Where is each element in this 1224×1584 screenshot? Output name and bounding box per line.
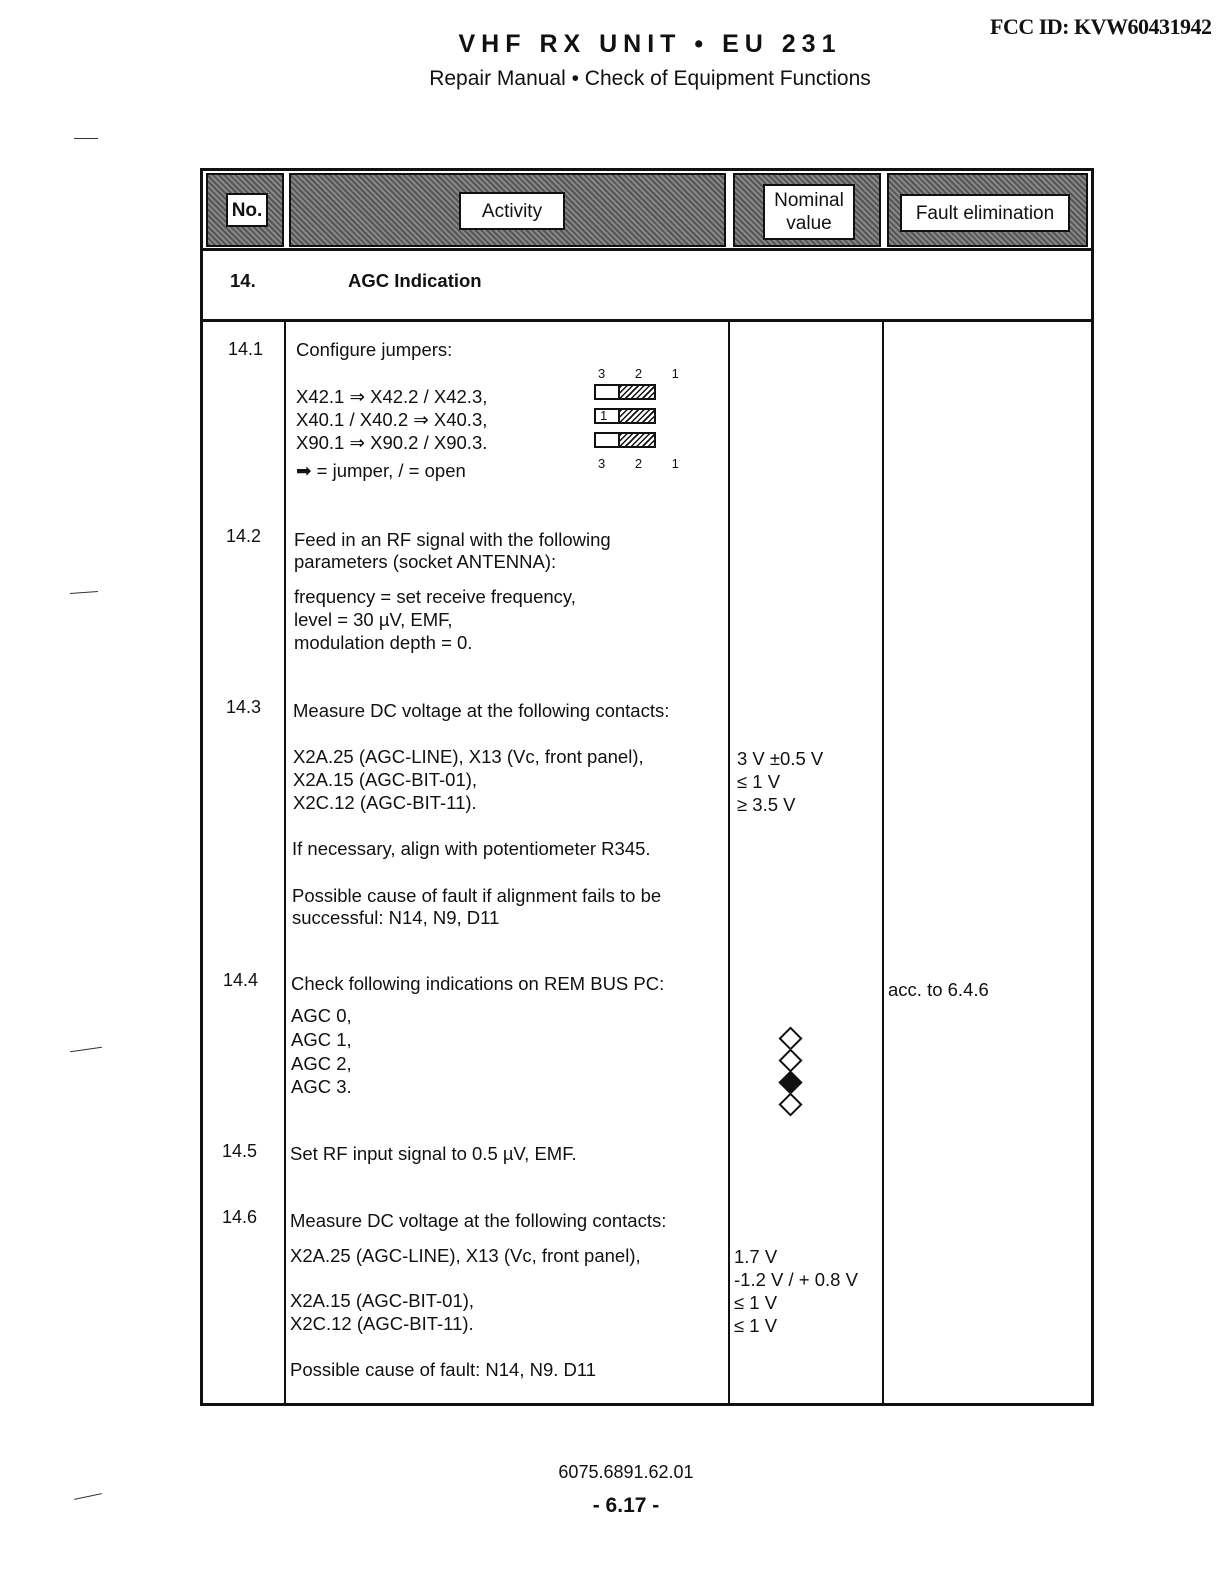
activity-line: X2A.25 (AGC-LINE), X13 (Vc, front panel),: [293, 746, 644, 767]
activity-line: successful: N14, N9, D11: [292, 907, 500, 928]
document-number: 6075.6891.62.01: [558, 1462, 694, 1482]
jumper-x40-mark: 1: [600, 408, 608, 423]
nominal-value: ≤ 1 V: [734, 1315, 778, 1336]
nominal-value: 3 V ±0.5 V: [737, 748, 824, 769]
activity-line: AGC 1,: [291, 1029, 352, 1050]
nominal-value: 1.7 V: [734, 1246, 778, 1267]
activity-line: Measure DC voltage at the following contacts:: [293, 700, 670, 721]
activity-line: Measure DC voltage at the following contacts:: [290, 1210, 667, 1231]
row-number: 14.5: [222, 1141, 258, 1161]
fault-elimination: acc. to 6.4.6: [888, 979, 989, 1000]
fcc-id: FCC ID: KVW60431942: [990, 14, 1212, 39]
scan-mark: [70, 1047, 102, 1052]
page-subtitle: Repair Manual • Check of Equipment Functions: [429, 67, 871, 90]
header-divider: [200, 248, 1094, 251]
activity-line: Configure jumpers:: [296, 339, 453, 360]
activity-line: X2A.25 (AGC-LINE), X13 (Vc, front panel),: [290, 1245, 641, 1266]
column-rule: [882, 320, 884, 1404]
nominal-value: -1.2 V / + 0.8 V: [734, 1269, 858, 1290]
scan-mark: [70, 591, 98, 594]
row-number: 14.2: [226, 526, 262, 546]
jumper-x90-diagram: [594, 432, 656, 448]
activity-line: X42.1 ⇒ X42.2 / X42.3,: [296, 386, 488, 407]
activity-line: Possible cause of fault if alignment fails to be: [292, 885, 662, 906]
row-number: 14.3: [226, 697, 262, 717]
activity-line: X40.1 / X40.2 ⇒ X40.3,: [296, 409, 488, 430]
activity-line: frequency = set receive frequency,: [294, 586, 576, 607]
activity-line: X2A.15 (AGC-BIT-01),: [293, 769, 478, 790]
row-number: 14.1: [228, 339, 264, 359]
section-divider: [200, 319, 1094, 322]
activity-line: X2C.12 (AGC-BIT-11).: [290, 1313, 474, 1334]
column-header-nominal-line1: Nominal: [774, 190, 844, 211]
jumper-pin-label-bottom: 3 2 1: [598, 456, 692, 471]
scan-mark: [74, 138, 98, 139]
column-header-nominal-line2: value: [786, 213, 832, 234]
activity-line: AGC 2,: [291, 1053, 352, 1074]
jumper-pin-label-top: 3 2 1: [598, 366, 692, 381]
row-number: 14.6: [222, 1207, 258, 1227]
activity-line: X90.1 ⇒ X90.2 / X90.3.: [296, 432, 488, 453]
jumper-x42-diagram: [594, 384, 656, 400]
page-number: - 6.17 -: [592, 1494, 660, 1517]
activity-line: If necessary, align with potentiometer R345.: [292, 838, 651, 859]
activity-line: Set RF input signal to 0.5 µV, EMF.: [290, 1143, 577, 1164]
activity-line: AGC 3.: [291, 1076, 352, 1097]
activity-line: X2A.15 (AGC-BIT-01),: [290, 1290, 475, 1311]
activity-line: Feed in an RF signal with the following: [294, 529, 611, 550]
column-rule: [284, 320, 286, 1404]
activity-line: parameters (socket ANTENNA):: [294, 551, 557, 572]
page-title: VHF RX UNIT • EU 231: [458, 30, 842, 58]
column-header-nominal: [763, 184, 855, 240]
jumper-x40-diagram: [594, 408, 656, 424]
row-number: 14.4: [223, 970, 259, 990]
activity-line: Possible cause of fault: N14, N9. D11: [290, 1359, 597, 1380]
column-header-no: No.: [226, 193, 268, 227]
nominal-value: ≥ 3.5 V: [737, 794, 796, 815]
section-number: 14.: [230, 270, 256, 291]
activity-line: ➡ = jumper, / = open: [296, 460, 466, 481]
nominal-value: ≤ 1 V: [737, 771, 781, 792]
nominal-value: ≤ 1 V: [734, 1292, 778, 1313]
column-rule: [728, 320, 730, 1404]
activity-line: X2C.12 (AGC-BIT-11).: [293, 792, 477, 813]
activity-line: modulation depth = 0.: [294, 632, 473, 653]
column-header-fault: Fault elimination: [900, 194, 1070, 232]
activity-line: Check following indications on REM BUS PC:: [291, 973, 665, 994]
activity-line: AGC 0,: [291, 1005, 352, 1026]
section-title: AGC Indication: [348, 270, 482, 291]
activity-line: level = 30 µV, EMF,: [294, 609, 453, 630]
column-header-activity: Activity: [459, 192, 565, 230]
